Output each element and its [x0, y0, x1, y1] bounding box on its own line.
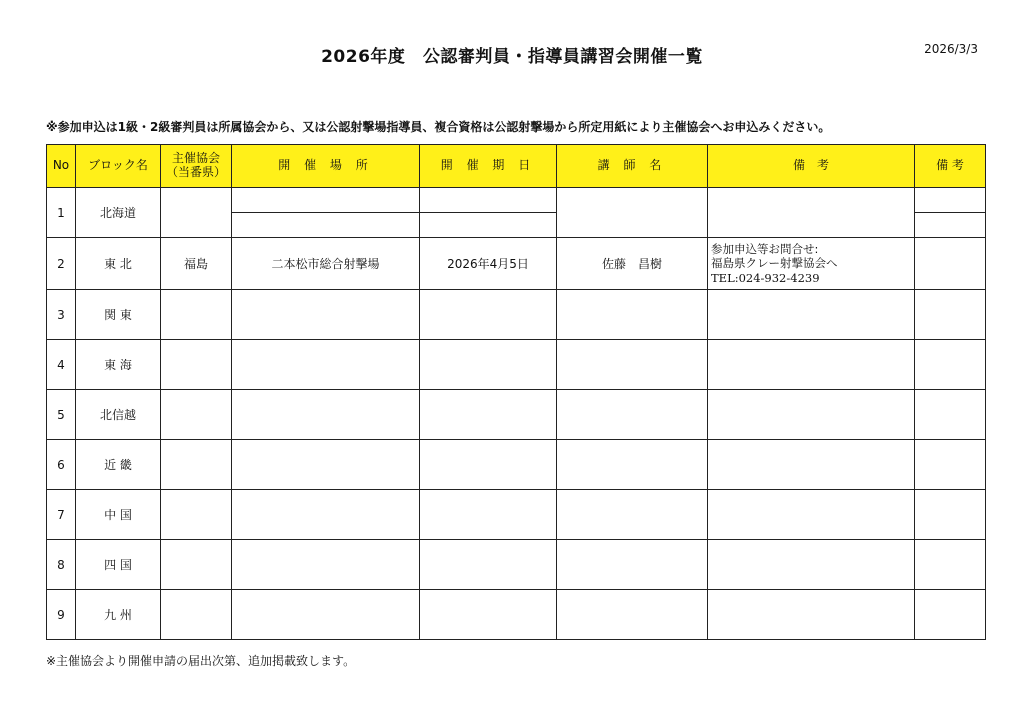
row-remarks — [708, 188, 915, 238]
remarks-line: 福島県クレー射撃協会へ — [711, 256, 838, 271]
header-host-line1: 主催協会 — [171, 151, 220, 166]
table-row — [47, 290, 986, 340]
row-remarks — [708, 238, 915, 290]
header-block: ブロック名 — [76, 145, 161, 188]
row-no: 7 — [47, 490, 76, 540]
table-header-row — [47, 145, 986, 188]
row-venue — [232, 188, 420, 238]
row-no: 2 — [47, 238, 76, 290]
row-no: 4 — [47, 340, 76, 390]
header-date: 開 催 期 日 — [420, 145, 557, 188]
row-venue: 二本松市総合射撃場 — [232, 238, 420, 290]
header-no: No — [47, 145, 76, 188]
row-no: 8 — [47, 540, 76, 590]
seminar-schedule-table — [46, 144, 986, 640]
row-no: 1 — [47, 188, 76, 238]
row-block: 関 東 — [76, 290, 161, 340]
table-row — [47, 390, 986, 440]
application-notice: ※参加申込は1級・2級審判員は所属協会から、又は公認射撃場指導員、複合資格は公認射撃場から所定用紙により主催協会へお申込みください。 — [46, 120, 831, 134]
row-no: 5 — [47, 390, 76, 440]
row-no: 9 — [47, 590, 76, 640]
remarks-line: 参加申込等お問合せ: — [711, 241, 819, 256]
row-host — [161, 188, 232, 238]
table-row — [47, 590, 986, 640]
row-instructor: 佐藤 昌樹 — [557, 238, 708, 290]
row-remarks-2 — [915, 238, 986, 290]
row-block: 東 北 — [76, 238, 161, 290]
row-block: 東 海 — [76, 340, 161, 390]
row-host: 福島 — [161, 238, 232, 290]
row-block: 四 国 — [76, 540, 161, 590]
row-block: 近 畿 — [76, 440, 161, 490]
row-block: 九 州 — [76, 590, 161, 640]
header-host — [161, 145, 232, 188]
table-row — [47, 340, 986, 390]
footnote: ※主催協会より開催申請の届出次第、追加掲載致します。 — [46, 654, 356, 668]
table-row — [47, 540, 986, 590]
row-no: 6 — [47, 440, 76, 490]
header-remarks-2: 備 考 — [915, 145, 986, 188]
header-venue: 開 催 場 所 — [232, 145, 420, 188]
row-date — [420, 188, 557, 238]
document-date: 2026/3/3 — [924, 42, 978, 56]
row-block: 中 国 — [76, 490, 161, 540]
row-block: 北信越 — [76, 390, 161, 440]
table-row — [47, 238, 986, 290]
row-remarks-2 — [915, 188, 986, 238]
row-instructor — [557, 188, 708, 238]
header-host-line2: （当番県） — [165, 165, 226, 179]
table-row — [47, 490, 986, 540]
row-no: 3 — [47, 290, 76, 340]
row-block: 北海道 — [76, 188, 161, 238]
header-instructor: 講 師 名 — [557, 145, 708, 188]
remarks-phone: TEL:024-932-4239 — [711, 270, 820, 285]
page-title: 2026年度 公認審判員・指導員講習会開催一覧 — [321, 47, 703, 67]
header-remarks: 備 考 — [708, 145, 915, 188]
row-date: 2026年4月5日 — [420, 238, 557, 290]
table-row — [47, 440, 986, 490]
table-row — [47, 188, 986, 238]
